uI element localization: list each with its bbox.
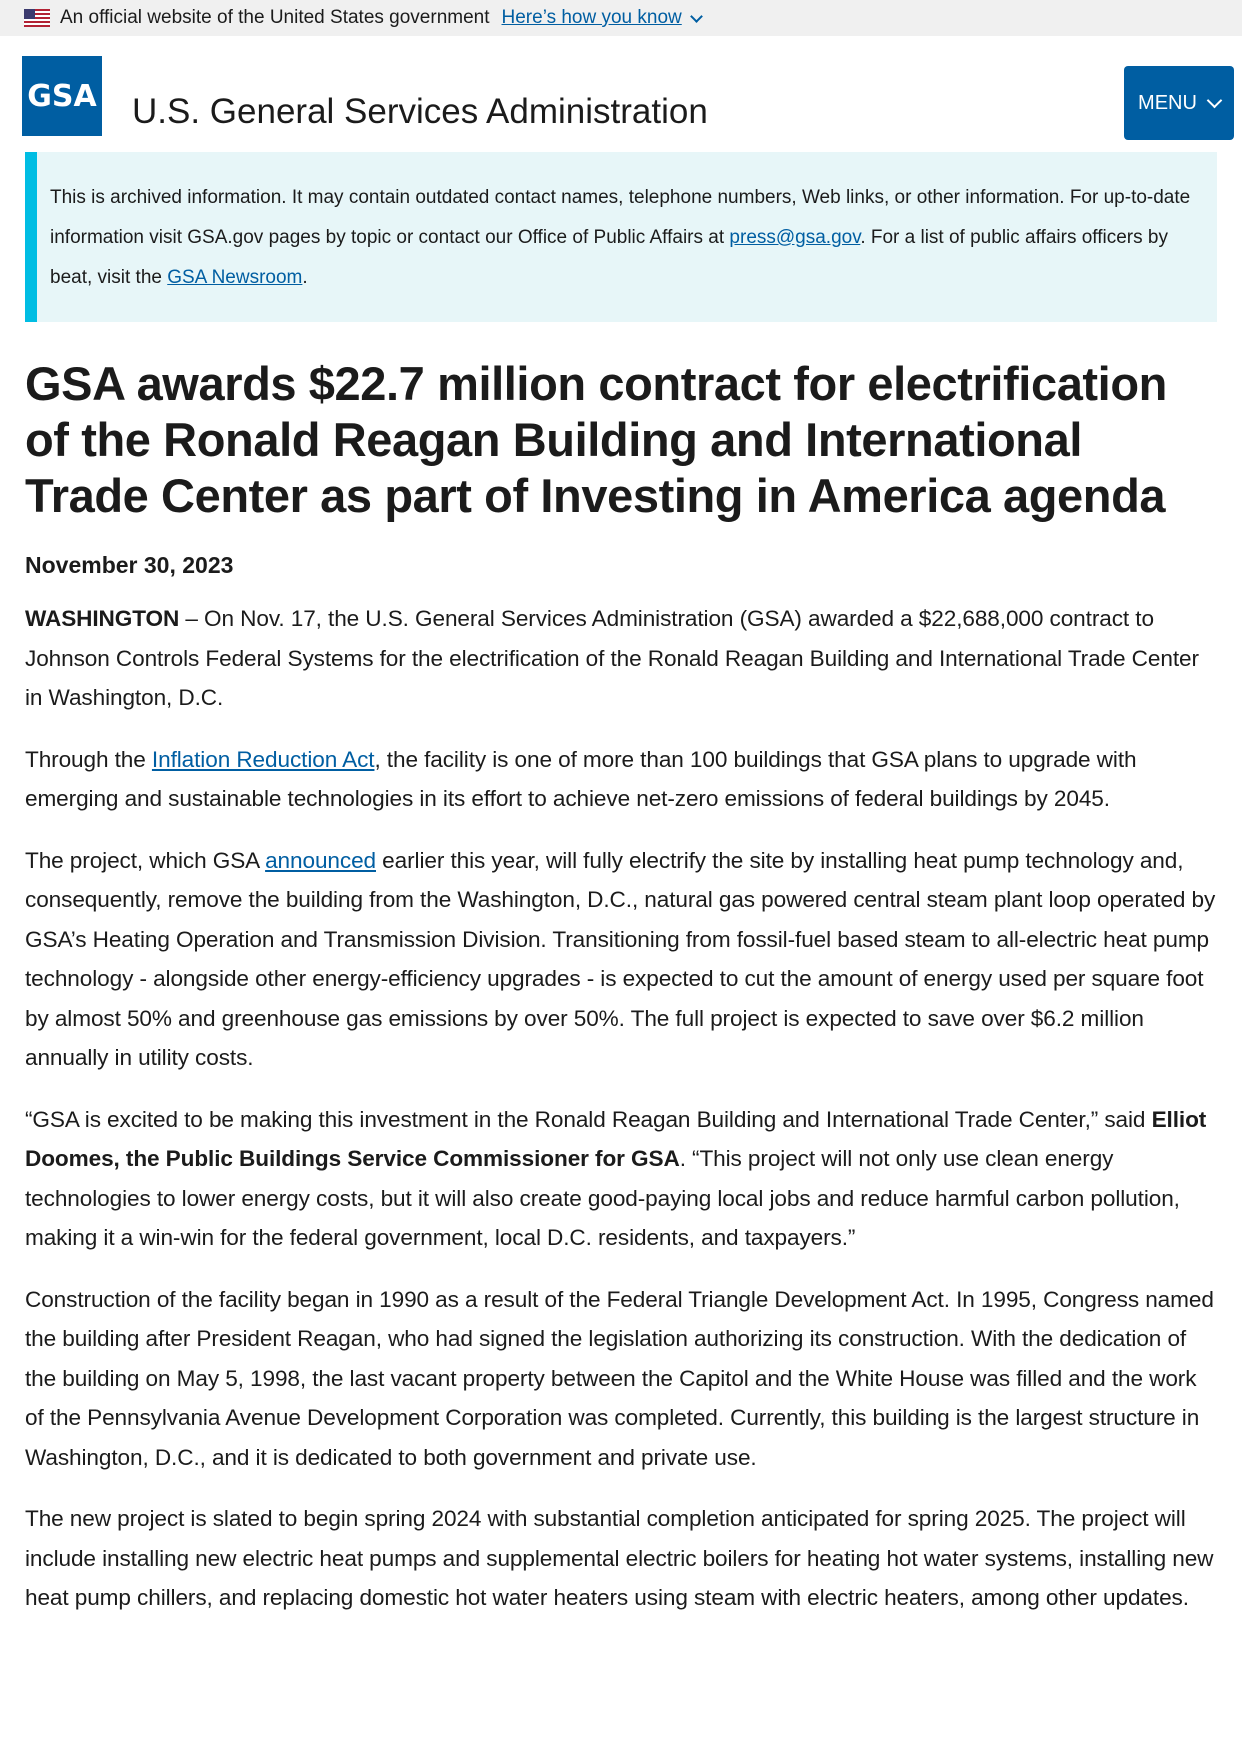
gov-banner-text: An official website of the United States government (60, 7, 490, 28)
paragraph-1-text: – On Nov. 17, the U.S. General Services Administration (GSA) awarded a $22,688,000 contract to Johnson Controls Federal Systems for the electrification of the Ronald Reagan Building and International Trade Center in Washington, D.C. (25, 606, 1199, 710)
agency-name[interactable]: U.S. General Services Administration (132, 92, 708, 131)
article (0, 356, 1242, 1618)
paragraph-1 (25, 599, 1217, 718)
paragraph-2-pre: Through the (25, 746, 152, 772)
paragraph-3-pre: The project, which GSA (25, 847, 266, 873)
newsroom-link[interactable]: GSA Newsroom (167, 267, 303, 288)
gsa-logo[interactable] (22, 56, 102, 136)
announced-link[interactable]: announced (265, 847, 376, 873)
menu-label: MENU (1138, 91, 1197, 114)
gov-banner (0, 0, 1242, 36)
publish-date: November 30, 2023 (25, 552, 234, 578)
alert-text-2: . For a list of public affairs officers by beat, visit the (50, 227, 1168, 288)
dateline: WASHINGTON (25, 606, 180, 631)
logo-text: GSA (27, 78, 97, 114)
alert-text-3: . (302, 267, 308, 288)
speaker-name: Elliot Doomes, the Public Buildings Service Commissioner for GSA (25, 1106, 1207, 1171)
paragraph-3 (25, 841, 1217, 1078)
chevron-down-icon (690, 10, 703, 23)
chevron-down-icon (1207, 92, 1223, 108)
site-header (0, 36, 1242, 152)
page-title: GSA awards $22.7 million contract for electrification of the Ronald Reagan Building and International Trade Center as part of Investing in America agenda (25, 357, 1167, 522)
paragraph-6: The new project is slated to begin spring 2024 with substantial completion anticipated for spring 2025. The project will include installing new electric heat pumps and supplemental electric boilers for heating hot water systems, installing new heat pump chillers, and replacing domestic hot water heaters using steam with electric heaters, among other updates. (25, 1506, 1214, 1610)
archive-alert (25, 152, 1217, 322)
paragraph-4-post: . “This project will not only use clean energy technologies to lower energy costs, but it will also create good-paying local jobs and reduce harmful carbon pollution, making it a win-win for the federal government, local D.C. residents, and taxpayers.” (25, 1146, 1180, 1250)
us-flag-icon (24, 9, 50, 27)
menu-button[interactable] (1124, 66, 1234, 140)
paragraph-5: Construction of the facility began in 1990 as a result of the Federal Triangle Development Act. In 1995, Congress named the building after President Reagan, who had signed the legislation authorizing its construction. With the dedication of the building on May 5, 1998, the last vacant property between the Capitol and the White House was filled and the work of the Pennsylvania Avenue Development Corporation was completed. Currently, this building is the largest structure in Washington, D.C., and it is dedicated to both government and private use. (25, 1286, 1214, 1470)
paragraph-2-post: , the facility is one of more than 100 buildings that GSA plans to upgrade with emerging and sustainable technologies in its effort to achieve net-zero emissions of federal buildings by 2045. (25, 746, 1137, 811)
press-email-link[interactable]: press@gsa.gov (729, 227, 861, 248)
paragraph-4-pre: “GSA is excited to be making this investment in the Ronald Reagan Building and International Trade Center,” said (25, 1106, 1152, 1132)
how-you-know-link[interactable] (502, 7, 701, 29)
inflation-reduction-act-link[interactable]: Inflation Reduction Act (151, 746, 375, 772)
how-you-know-label: Here’s how you know (501, 7, 682, 28)
alert-text-1: This is archived information. It may contain outdated contact names, telephone numbers, Web links, or other information. For up-to-date information visit GSA.gov pages by topic or contact our Office of Public Affairs at (50, 187, 1191, 248)
paragraph-3-post: earlier this year, will fully electrify the site by installing heat pump technology and, consequently, remove the building from the Washington, D.C., natural gas powered central steam plant loop operated by GSA’s Heating Operation and Transmission Division. Transitioning from fossil-fuel based steam to all-electric heat pump technology - alongside other energy-efficiency upgrades - is expected to cut the amount of energy used per square foot by almost 50% and greenhouse gas emissions by over 50%. The full project is expected to save over $6.2 million annually in utility costs. (25, 847, 1216, 1070)
paragraph-4 (25, 1100, 1217, 1258)
paragraph-2 (25, 740, 1217, 819)
